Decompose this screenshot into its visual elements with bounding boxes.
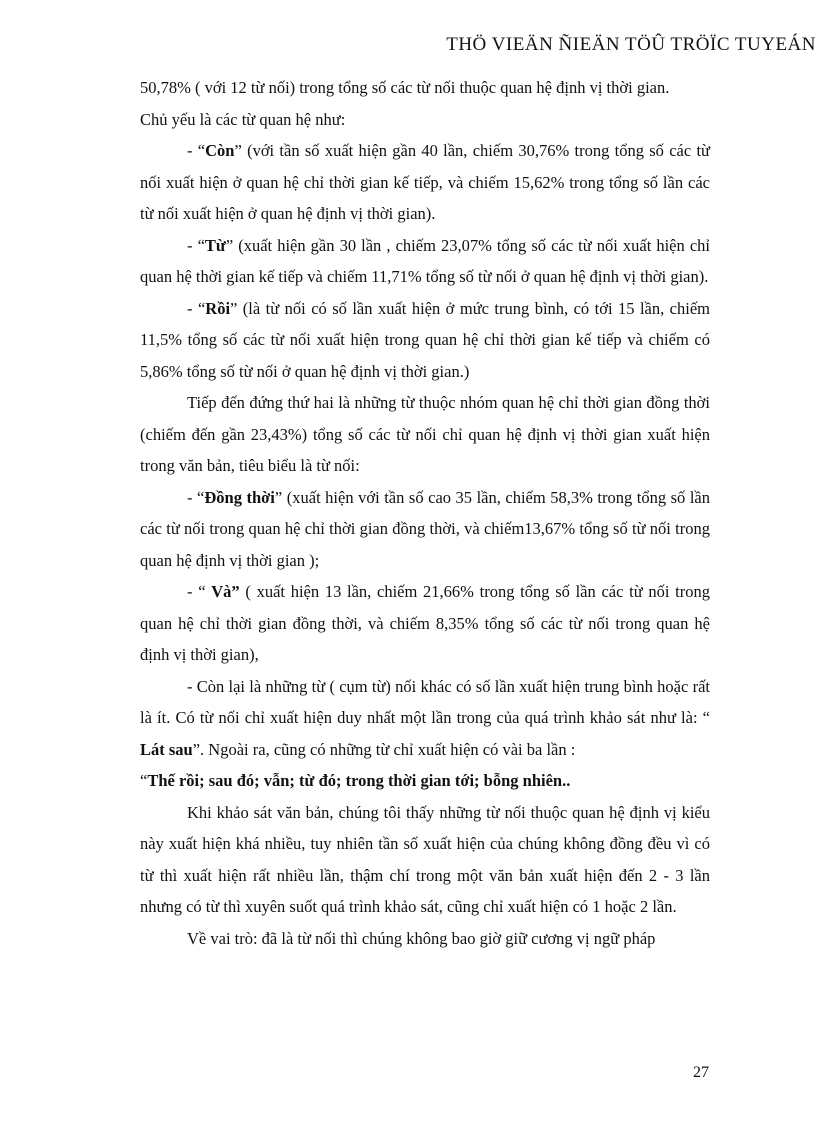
paragraph: 50,78% ( với 12 từ nối) trong tổng số các từ nối thuộc quan hệ định vị thời gian. xyxy=(140,78,670,97)
paragraph: “Thế rồi; sau đó; vẫn; từ đó; trong thời gian tới; bỗng nhiên.. xyxy=(140,771,571,790)
document-body xyxy=(140,72,710,954)
paragraph: - “Từ” (xuất hiện gần 30 lần , chiếm 23,07% tổng số các từ nối xuất hiện chỉ quan hệ thời gian kế tiếp và chiếm 11,71% tổng số từ nối ở quan hệ định vị thời gian). xyxy=(140,235,710,286)
paragraph: - “Đồng thời” (xuất hiện với tần số cao 35 lần, chiếm 58,3% trong tổng số lần các từ nối trong quan hệ chỉ thời gian đồng thời, và chiếm13,67% tổng số từ nối trong quan hệ định vị thời gian ); xyxy=(140,487,710,570)
paragraph: Tiếp đến đứng thứ hai là những từ thuộc nhóm quan hệ chỉ thời gian đồng thời (chiếm đến gần 23,43%) tổng số các từ nối chỉ quan hệ định vị thời gian xuất hiện trong văn bản, tiêu biểu là từ nối: xyxy=(140,393,710,475)
paragraph: Khi khảo sát văn bản, chúng tôi thấy những từ nối thuộc quan hệ định vị kiểu này xuất hiện khá nhiều, tuy nhiên tần số xuất hiện của chúng không đồng đều vì có từ thì xuất hiện rất nhiều lần, thậm chí trong một văn bản xuất hiện đến 2 - 3 lần nhưng có từ thì xuyên suốt quá trình khảo sát, cũng chỉ xuất hiện có 1 hoặc 2 lần. xyxy=(140,802,710,916)
paragraph: - Còn lại là những từ ( cụm từ) nối khác có số lần xuất hiện trung bình hoặc rất là ít. Có từ nối chỉ xuất hiện duy nhất một lần trong của quá trình khảo sát như là: “ Lát sau”. Ngoài ra, cũng có những từ chỉ xuất hiện có vài ba lần : xyxy=(140,676,710,759)
paragraph: - “ Và” ( xuất hiện 13 lần, chiếm 21,66% trong tổng số lần các từ nối trong quan hệ chỉ thời gian đồng thời, và chiếm 8,35% tổng số các từ nối trong quan hệ định vị thời gian), xyxy=(140,582,710,664)
paragraph: - “Còn” (với tần số xuất hiện gần 40 lần, chiếm 30,76% trong tổng số các từ nối xuất hiện ở quan hệ chỉ thời gian kế tiếp, và chiếm 15,62% trong tổng số lần các từ nối xuất hiện ở quan hệ định vị thời gian). xyxy=(140,141,710,223)
paragraph: Về vai trò: đã là từ nối thì chúng không bao giờ giữ cương vị ngữ pháp xyxy=(187,928,656,948)
paragraph: Chủ yếu là các từ quan hệ như: xyxy=(140,109,346,129)
paragraph: - “Rồi” (là từ nối có số lần xuất hiện ở mức trung bình, có tới 15 lần, chiếm 11,5% tổng số các từ nối xuất hiện trong quan hệ chỉ thời gian kế tiếp và chiếm có 5,86% tổng số từ nối ở quan hệ định vị thời gian.) xyxy=(140,298,710,381)
page-header: THÖ VIEÄN ÑIEÄN TÖÛ TRÖÏC TUYEÁN xyxy=(446,34,816,55)
page-number: 27 xyxy=(693,1064,709,1081)
